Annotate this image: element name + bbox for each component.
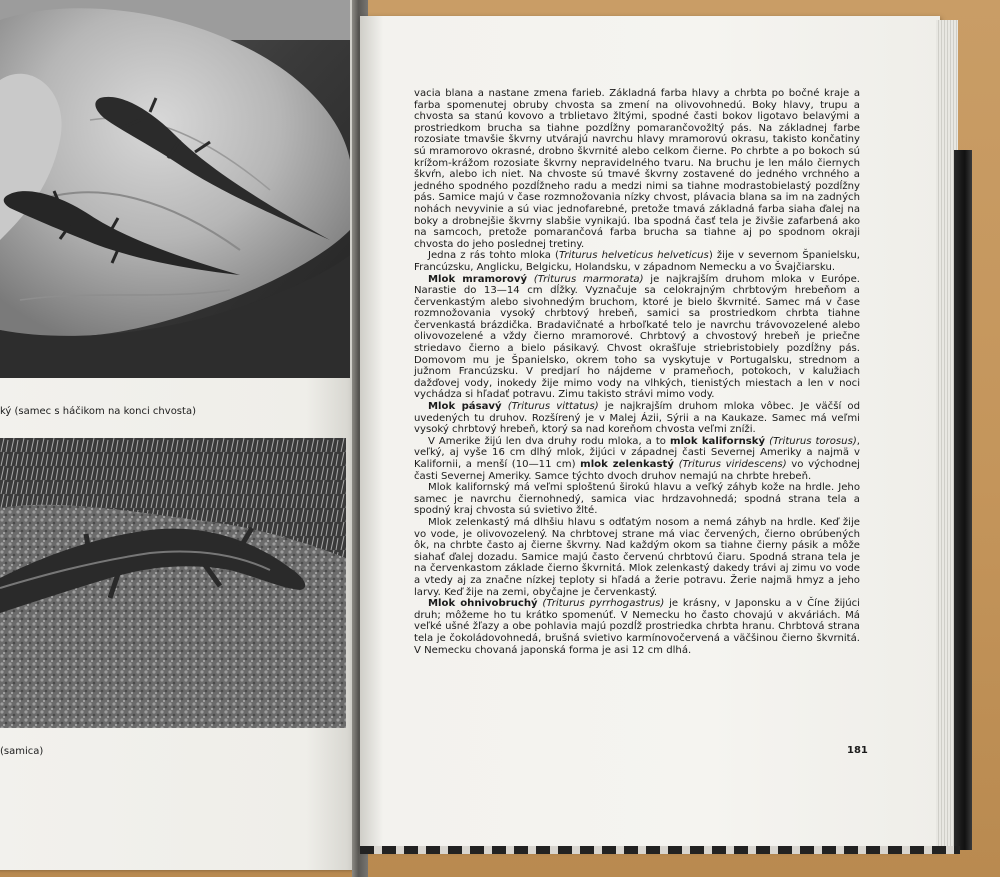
text-run: je najkrajším druhom mloka v Európe. Narastie do 13—14 cm dĺžky. Vyznačuje sa celokrajným chrbtovým hrebeňom a červenkastým alebo sivohnedým bruchom, ktoré je bielo škvrnité. Samec má v čase rozmnožovania vysoký chrbtový hrebeň, samici sa prostriedkom chrbta tiahne červenkastá brázdička. Bradavičnaté a hrboľkaté telo je navrchu trávovozelené alebo olivovozelené a vždy čierno mramorové. Chrbtový a chvostový hrebeň je priečne striedavo čierno a bielo pásikavý. Chvost okrašľuje striebristobiely pozdĺžny pás. Domovom mu je Španielsko, okrem toho sa vyskytuje v Portugalsku, strednom a južnom Francúzsku. V predjarí ho nájdeme v prameňoch, potokoch, v kalužiach dažďovej vody, inokedy žije mimo vody na vlhkých, tienistých miestach a len v noci vychádza si hľadať potravu. Zimu takisto strávi mimo vody. [414, 273, 860, 401]
photo-newts-on-hand-image [0, 0, 350, 378]
latin-name: (Triturus vittatus) [507, 401, 599, 413]
photo-newt-on-rock-image [0, 438, 346, 728]
paragraph [414, 482, 860, 517]
paragraph [414, 436, 860, 482]
paragraph [414, 274, 860, 402]
page-number: 181 [847, 745, 868, 756]
paragraph [414, 88, 860, 250]
caption-top-photo: ký (samec s háčikom na konci chvosta) [0, 406, 196, 417]
photo-newts-on-hand [0, 0, 350, 378]
paragraph [414, 250, 860, 273]
text-run: Mlok zelenkastý má dlhšiu hlavu s odťatým nosom a nemá záhyb na hrdle. Keď žije vo vode, je olivovozelený. Na chrbtovej strane má viac červených, čierno obrúbených ôk, na chrbte často aj čierne škvrny. Nad každým okom sa tiahne čierny pásik a môže siahať ďalej dozadu. Samice majú často červenú chrbtovú čiaru. Spodná strana tela je na červenkastom základe čierno škvrnitá. Mlok zelenkastý dakedy trávi aj zimu vo vode a vtedy aj za značne nízkej teploty si hľadá a žerie potravu. Žerie najmä hmyz a jeho larvy. Keď žije na zemi, obyčajne je červenkastý. [414, 516, 860, 598]
caption-bottom-photo: (samica) [0, 746, 44, 757]
latin-name: (Triturus torosus) [769, 435, 857, 447]
species-name: Mlok mramorový [428, 273, 528, 285]
text-run: Jedna z rás tohto mloka ( [428, 250, 559, 262]
species-name: mlok kalifornský [669, 435, 766, 447]
text-run: ) žije v severnom Španielsku, Francúzsku, Anglicku, Belgicku, Holandsku, v západnom Nemecku a vo Švajčiarsku. [414, 250, 860, 273]
text-run: vo východnej časti Severnej Ameriky. Samce týchto dvoch druhov nemajú na chrbte hrebeň. [414, 459, 860, 482]
text-run: Mlok kalifornský má veľmi sploštenú širokú hlavu a veľký záhyb kože na hrdle. Jeho samec je navrchu čiernohnedý, samica viac hrdzavohnedá; spodná strana tela a spodný kraj chvosta sú svietivo žlté. [414, 482, 860, 517]
text-run [527, 274, 534, 285]
paragraph [414, 598, 860, 656]
book-cover-bottom-strip [360, 846, 960, 854]
article-text [414, 88, 860, 656]
species-name: Mlok pásavý [428, 401, 502, 413]
latin-name: (Triturus viridescens) [678, 459, 787, 470]
text-run: je krásny, v Japonsku a v Číne žijúci druh; môžeme ho tu krátko spomenúť. V Nemecku ho často chovajú v akváriách. Má veľké ušné žľazy a obe pohlavia majú pozdĺž prostriedka chrbta hranu. Chrbtová strana tela je čokoládovohnedá, brušná svietivo karmínovočervená a väčšinou čierno škvrnitá. V Nemecku chovaná japonská forma je asi 12 cm dlhá. [414, 598, 860, 656]
latin-name: Triturus helveticus helveticus [558, 250, 709, 262]
book-cover-edge [954, 150, 972, 850]
paragraph [414, 517, 860, 598]
species-name: Mlok ohnivobruchý [428, 598, 538, 610]
text-run: vacia blana a nastane zmena farieb. Základná farba hlavy a chrbta po bočné kraje a farba spomenutej obruby chvosta sa zmení na olivovohnedú. Boky hlavy, trupu a chvosta sa stanú kovovo a trblietavo žltými, spodné časti bokov ligotavo belavými a prostriedkom brucha sa tiahne pozdĺžny pomarančovožltý pás. Na základnej farbe rozosiate tmavšie škvrny utvárajú navrchu hlavy mramorovú okrasu, takisto končatiny sú mramorovo okrasné, drobno škvrnité alebo celkom čierne. Po chrbte a po bokoch sú krížom-krážom rozosiate škvrny nepravidelného tvaru. Na bruchu je len málo čiernych škvŕn, alebo ich niet. Na chvoste sú tmavé škvrny zostavené do jedného vrchného a jedného spodného pozdĺžneho radu a medzi nimi sa tiahne modrastobielastý pozdĺžny pás. Samice majú v čase rozmnožovania nízky chvost, plávacia blana sa im na zadných nohách nevyvinie a sú viac jednofarebné, pretože tmavá základná farba siaha ďalej na boky a drobnejšie škvrny slabšie vynikajú. Iba spodná časť tela je živšie zafarbená ako na samcoch, pretože pomarančová farba brucha sa tiahne aj po spodnom okraji chvosta do jeho poslednej tretiny. [414, 88, 860, 250]
paragraph [414, 401, 860, 436]
text-run: V Amerike žijú len dva druhy rodu mloka, a to [428, 435, 670, 447]
text-run: , veľký, aj vyše 16 cm dlhý mlok, žijúci v západnej časti Severnej Ameriky a najmä v Kalifornii, a menší (10—11 cm) [414, 435, 860, 470]
photo-newt-on-rock [0, 438, 346, 728]
species-name: mlok zelenkastý [580, 459, 674, 470]
latin-name: (Triturus marmorata) [533, 273, 644, 285]
text-run: je najkrajším druhom mloka vôbec. Je väčší od uvedených tu druhov. Rozšírený je v Malej Ázii, Sýrii a na Kaukaze. Samec má veľmi vysoký chrbtový hrebeň, ktorý sa nad koreňom chvosta veľmi zníži. [414, 401, 860, 436]
latin-name: (Triturus pyrrhogastrus) [542, 598, 665, 610]
